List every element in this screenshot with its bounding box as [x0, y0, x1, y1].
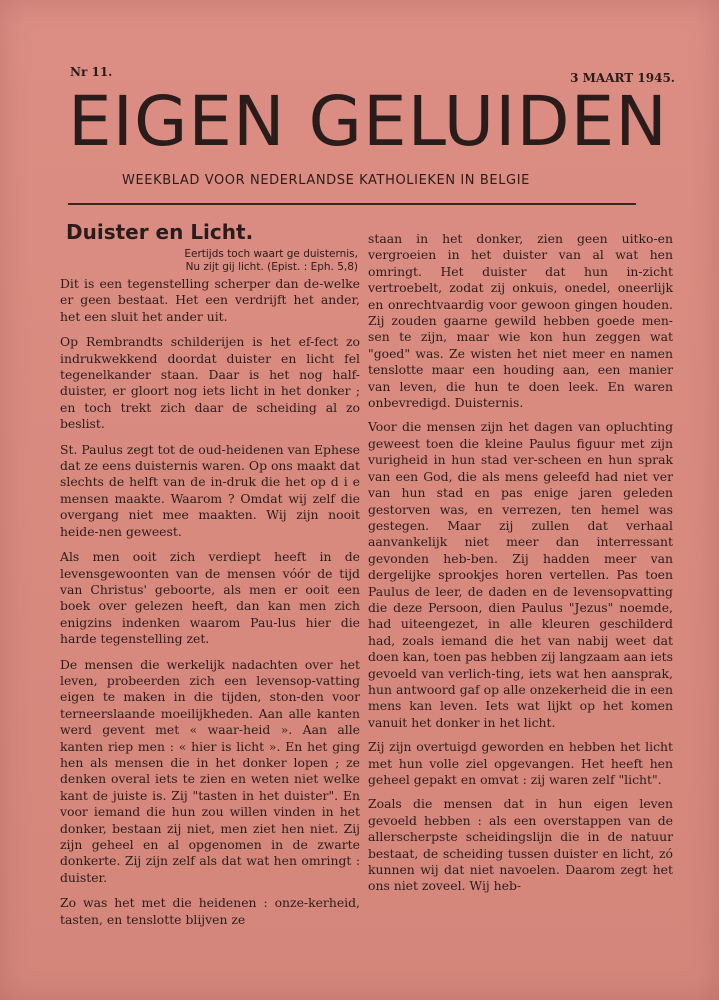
- article-paragraph: De mensen die werkelijk nadachten over het leven, probeerden zich een levensop-vatting eigen te maken in die tijden, ston-den voor terneerslaande moeilijkheden. Aan alle kanten werd gevent met « waar-heid ». Aan alle kanten riep men : « hier is licht ». En het ging hen als mensen die in het donker lopen ; ze denken overal iets te zien en weten niet welke kant de juiste is. Zij "tasten in het duister". En voor iemand die hun zou willen vinden in het donker, bestaan zij niet, men ziet hen niet. Zij zijn geheel en al opgenomen in de zwarte donkerte. Zij zijn zelf als dat wat hen omringt : duister.: [60, 656, 360, 885]
- article-column-right: [368, 223, 673, 895]
- article-paragraph: St. Paulus zegt tot de oud-heidenen van Ephese dat ze eens duisternis waren. Op ons maakt dat slechts de helft van de in-druk die het op d i e mensen maakte. Waarom ? Omdat wij zelf die overgang niet mee maakten. Wij zijn nooit heide-nen geweest.: [60, 441, 360, 539]
- article-epigraph: [60, 248, 358, 274]
- article-paragraph: Zo was het met die heidenen : onze-kerheid, tasten, en tenslotte blijven ze: [60, 895, 360, 927]
- issue-date: 3 MAART 1945.: [570, 71, 675, 85]
- epigraph-line: Nu zijt gij licht. (Epist. : Eph. 5,8): [185, 261, 358, 273]
- article-paragraph: staan in het donker, zien geen uitko-en vergroeien in het duister van al wat hen omringt. Het duister dat hun in-zicht vertroebelt, zodat zij onkuis, onedel, oneerlijk en onrechtvaardig voor gewoon gingen houden. Zij zouden gaarne gewild hebben goede men-sen te zijn, maar wie kon hun zeggen wat "goed" was. Ze wisten het niet meer en namen tenslotte maar een houding aan, een manier van leven, die hun te doen leek. En waren onbevredigd. Duisternis.: [368, 231, 673, 411]
- masthead-subtitle: WEEKBLAD VOOR NEDERLANDSE KATHOLIEKEN IN BELGIE: [122, 173, 530, 188]
- article-column-left: [60, 220, 360, 928]
- epigraph-line: Eertijds toch waart ge duisternis,: [184, 248, 358, 260]
- article-paragraph: Op Rembrandts schilderijen is het ef-fect zo indrukwekkend doordat duister en licht fel tegenelkander staan. Daar is het nog half-duister, er gloort nog iets licht in het donker ; en toch trekt zich daar de scheiding al zo beslist.: [60, 334, 360, 432]
- article-paragraph: Dit is een tegenstelling scherper dan de-welke er geen bestaat. Het een verdrijft het ander, het een sluit het ander uit.: [60, 276, 360, 324]
- article-paragraph: Zoals die mensen dat in hun eigen leven gevoeld hebben : als een overstappen van de allerscherpste scheidingslijn die in de natuur bestaat, de scheiding tussen duister en licht, zó kunnen wij dat niet navoelen. Daarom zegt het ons niet zoveel. Wij heb-: [368, 796, 673, 894]
- article-paragraph: Zij zijn overtuigd geworden en hebben het licht met hun volle ziel opgevangen. Het heeft hen geheel gepakt en omvat : zij waren zelf "licht".: [368, 739, 673, 787]
- header-rule: [68, 203, 636, 205]
- issue-number: Nr 11.: [70, 65, 113, 79]
- article-paragraph: Voor die mensen zijn het dagen van opluchting geweest toen die kleine Paulus figuur met zijn vurigheid in hun stad ver-scheen en hun sprak van een God, die als mens geleefd had niet ver van hun stad en pas enige jaren geleden gestorven was, en verrezen, ten hemel was gestegen. Maar zij zullen dat verhaal aanvankelijk niet meer dan interressant gevonden heb-ben. Zij hadden meer van dergelijke sprookjes horen vertellen. Pas toen Paulus de leer, de daden en de levensopvatting die deze Persoon, dien Paulus "Jezus" noemde, had uiteengezet, in alle kleuren geschilderd had, zoals iemand die het van nabij weet dat doen kan, toen pas hebben zij langzaam aan iets gevoeld van verlich-ting, iets wat hen aansprak, hun antwoord gaf op alle onzekerheid die in een mens kan leven. Iets wat lijkt op het komen vanuit het donker in het licht.: [368, 419, 673, 730]
- masthead-title: EIGEN GELUIDEN: [68, 82, 668, 162]
- article-paragraph: Als men ooit zich verdiept heeft in de levensgewoonten van de mensen vóór de tijd van Christus' geboorte, als men er ooit een boek over gelezen heeft, dan kan men zich enigzins indenken waarom Pau-lus hier die harde tegenstelling zet.: [60, 549, 360, 647]
- article-headline: Duister en Licht.: [66, 220, 254, 244]
